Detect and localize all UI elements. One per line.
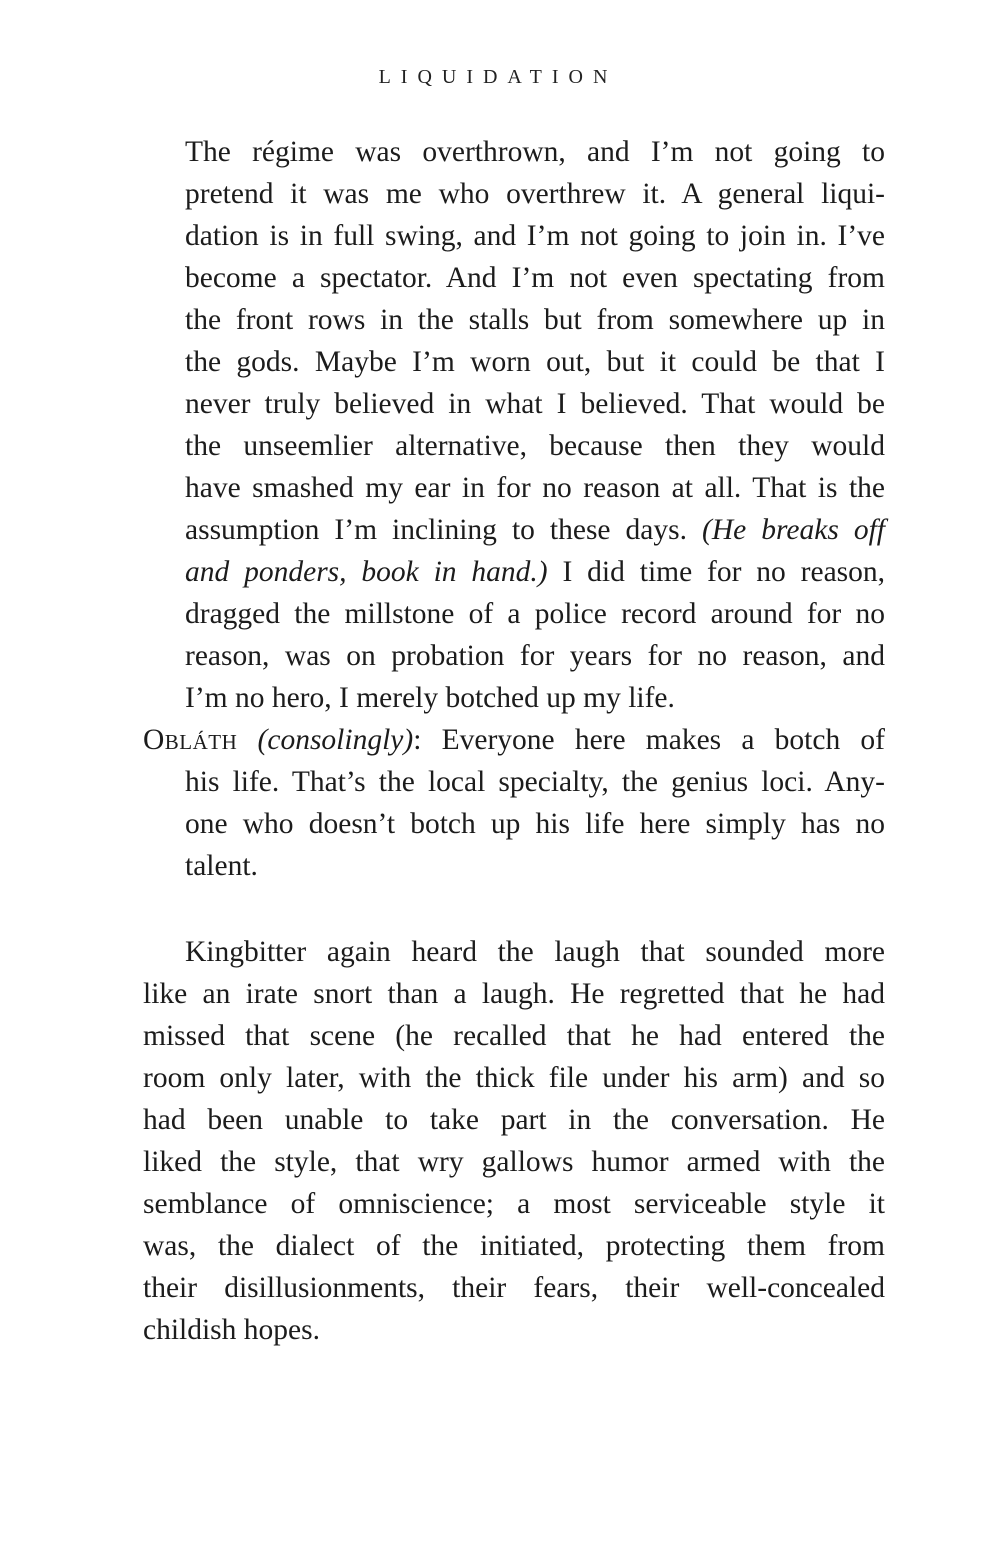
text-line: reason, was on probation for years for no reason, and	[185, 640, 885, 672]
text-line: had been unable to take part in the conversation. He	[143, 1104, 885, 1136]
text-line: their disillusionments, their fears, their well-concealed	[143, 1272, 885, 1304]
text-line: room only later, with the thick file under his arm) and so	[143, 1062, 885, 1094]
text-line	[185, 509, 885, 551]
text-line: his life. That’s the local specialty, the genius loci. Any-	[185, 766, 885, 798]
text-span: assumption I’m inclining to these days.	[185, 514, 687, 546]
stage-direction: and ponders, book in hand.)	[185, 556, 548, 588]
text-line: never truly believed in what I believed. That would be	[185, 388, 885, 420]
text-line: the gods. Maybe I’m worn out, but it could be that I	[185, 346, 885, 378]
text-line	[143, 719, 885, 761]
stage-direction: (consolingly)	[257, 724, 414, 756]
running-head: LIQUIDATION	[378, 66, 618, 88]
text-line	[185, 551, 885, 593]
text-line: The régime was overthrown, and I’m not going to	[185, 136, 885, 168]
text-line: I’m no hero, I merely botched up my life.	[185, 682, 675, 714]
stage-direction: (He breaks off	[702, 514, 885, 546]
text-line: missed that scene (he recalled that he had entered the	[143, 1020, 885, 1052]
text-line: the front rows in the stalls but from somewhere up in	[185, 304, 885, 336]
text-line: have smashed my ear in for no reason at all. That is the	[185, 472, 885, 504]
text-line: dation is in full swing, and I’m not going to join in. I’ve	[185, 220, 885, 252]
text-line: Kingbitter again heard the laugh that sounded more	[185, 936, 885, 968]
text-line: talent.	[185, 850, 258, 882]
text-line: like an irate snort than a laugh. He regretted that he had	[143, 978, 885, 1010]
text-line: was, the dialect of the initiated, protecting them from	[143, 1230, 885, 1262]
text-line: childish hopes.	[143, 1314, 320, 1346]
text-line: one who doesn’t botch up his life here simply has no	[185, 808, 885, 840]
text-line: semblance of omniscience; a most serviceable style it	[143, 1188, 885, 1220]
text-line: pretend it was me who overthrew it. A general liqui-	[185, 178, 885, 210]
text-span: I did time for no reason,	[562, 556, 886, 588]
text-line: become a spectator. And I’m not even spectating from	[185, 262, 885, 294]
speaker-name: Obláth	[143, 724, 238, 756]
text-line: liked the style, that wry gallows humor armed with the	[143, 1146, 885, 1178]
text-line: dragged the millstone of a police record around for no	[185, 598, 885, 630]
text-line: the unseemlier alternative, because then they would	[185, 430, 885, 462]
text-span: : Everyone here makes a botch of	[413, 724, 886, 756]
